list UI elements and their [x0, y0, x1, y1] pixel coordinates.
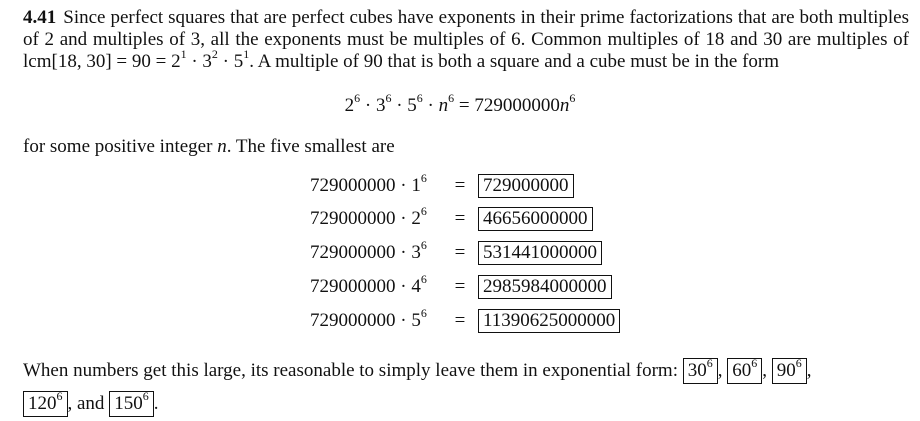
boxed-result-1: 729000000: [478, 174, 574, 198]
exp-box-120: $120^6$: [23, 391, 68, 417]
equation-row-5: $729000000 \cdot 5^6$ = 11390625000000: [310, 308, 620, 334]
equation-row-3: $729000000 \cdot 3^6$ = 531441000000: [310, 240, 602, 266]
exp-box-60: $60^6$: [727, 358, 762, 384]
centered-equation: $2^6 \cdot 3^6 \cdot 5^6 \cdot n^6 = 729000000n^6$: [344, 90, 576, 116]
equation-row-4: $729000000 \cdot 4^6$ = 2985984000000: [310, 274, 612, 300]
exp-box-30: $30^6$: [683, 358, 718, 384]
boxed-result-2: 46656000000: [478, 207, 593, 231]
intro-text: Since perfect squares that are perfect cubes have exponents in their prime factorizations that are both multiples of 2 and multiples of 3, all the exponents must be multiples of 6. Common multiples of 18 and 30 are multiples of lcm[18, 30] = 90 = 2: [23, 7, 909, 72]
intro-tail: . A multiple of 90 that is both a square and a cube must be in the form: [249, 51, 780, 72]
paragraph-five-smallest: for some positive integer n. The five smallest are: [23, 136, 395, 157]
equation-row-2: $729000000 \cdot 2^6$ = 46656000000: [310, 206, 593, 232]
problem-number: 4.41: [23, 7, 57, 28]
boxed-result-5: 11390625000000: [478, 309, 620, 333]
paragraph-exponential-form: When numbers get this large, its reasonable to simply leave them in exponential form: $30^6$ , $60^6$ , $90^6$ , $120^6$ , and $150^6$ .: [23, 354, 909, 420]
boxed-result-3: 531441000000: [478, 241, 602, 265]
equation-row-1: $729000000 \cdot 1^6$ = 729000000: [310, 173, 574, 199]
exp-box-90: $90^6$: [772, 358, 807, 384]
exp-box-150: $150^6$: [109, 391, 154, 417]
paragraph-intro: 4.41 Since perfect squares that are perfect cubes have exponents in their prime factorizations that are both multiples of 2 and multiples of 3, all the exponents must be multiples of 6. Common multiples of 18 and 30 are multiples of lcm[18, $30] = 90 = 2^1 \cdot 3^2 \cdot 5^1$. A multiple of 90 that is both a square and a cube must be in the form: [23, 7, 909, 72]
boxed-result-4: 2985984000000: [478, 275, 612, 299]
